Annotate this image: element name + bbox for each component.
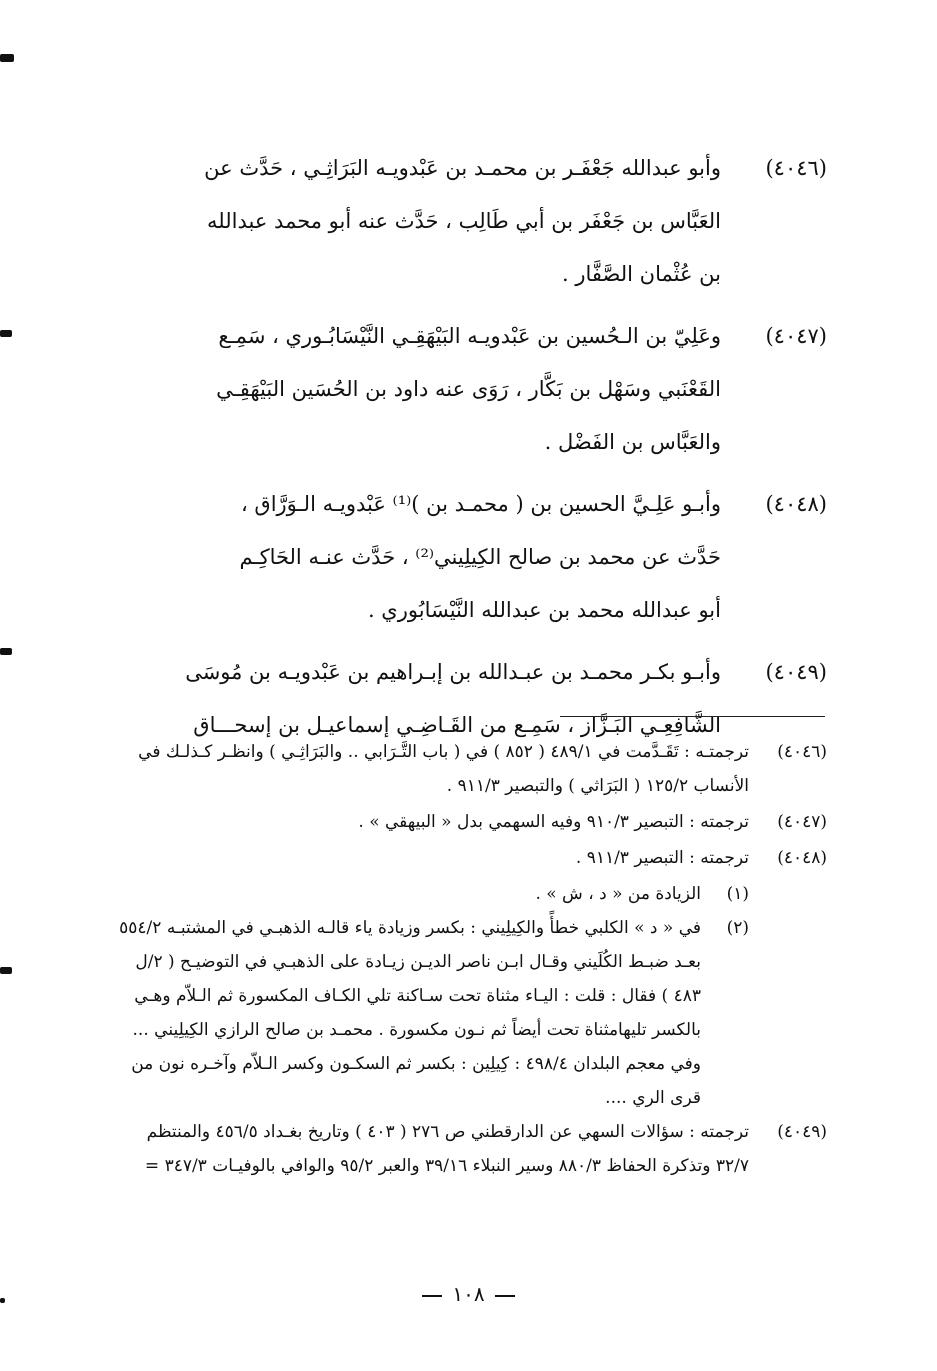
footnote-4047 (80, 805, 827, 839)
entry-line: بن عُثْمان الصَّفَّار . (562, 262, 721, 286)
footnote-number: (١) (726, 884, 749, 904)
entry-line: أبو عبدالله محمد بن عبدالله النَّيْسَابُوري . (367, 598, 721, 622)
entry-line: وعَلِيّ بن الـحُسين بن عَبْدويـه البَيْهَقِـي النَّيْسَابُـوري ، سَمِـع (218, 324, 721, 348)
footnote-line: بالكسر تليهامثناة تحت أيضاً ثم نـون مكسورة . محمـد بن صالح الرازي الكِيلِيني ... (132, 1020, 701, 1040)
entry-line: والعَبَّاس بن الفَضْل . (544, 430, 721, 454)
page-footer (0, 1282, 937, 1306)
entry-line: وأبـو بكـر محمـد بن عبـدالله بن إبـراهيم بن عَبْدويـه بن مُوسَى (185, 660, 721, 684)
footnote-line: الأنساب ١٢٥/٢ ( البَرَاثي ) والتبصير ٩١١/٣ . (446, 776, 749, 796)
dash-decoration (495, 1295, 515, 1297)
footnote-line: في « د » الكلبي خطأً والكِيلِيني : بكسر وزيادة ياء قالـه الذهبـي في المشتبـه ٥٥٤/٢ (119, 918, 701, 938)
footnote-2 (80, 911, 827, 1115)
entry-4046 (145, 142, 827, 301)
entry-line: الشَّافِعِـي البَـزَّاز ، سَمِـع من القَـاضِـي إسماعيـل بن إسحـــاق (193, 713, 721, 737)
entry-line: وأبـو عَلِـيَّ الحسين بن ( محمـد بن )⁽¹⁾ عَبْدويـه الـوَرَّاق ، (240, 492, 721, 516)
scan-mark (0, 967, 12, 974)
footnote-number: (٤٠٤٨) (777, 848, 827, 868)
footnote-4046 (80, 735, 827, 803)
footnote-divider (560, 716, 825, 717)
dash-decoration (422, 1295, 442, 1297)
footnote-line: قرى الري .... (605, 1088, 701, 1108)
footnote-4048 (80, 841, 827, 875)
scan-mark (0, 330, 12, 337)
entry-line: حَدَّث عن محمد بن صالح الكِيلِيني⁽²⁾ ، حَدَّث عنـه الحَاكِـم (239, 545, 721, 569)
page-number: ١٠٨ (452, 1282, 485, 1306)
footnote-line: ترجمته : التبصير ٩١١/٣ . (575, 848, 749, 868)
footnote-line: بعـد ضبـط الكُلَيني وقـال ابـن ناصر الديـن زيـادة على الذهبـي في التوضيـح ( ٢/ل (135, 952, 701, 972)
footnote-4049 (80, 1115, 827, 1183)
footnote-line: ترجمته : سؤالات السهي عن الدارقطني ص ٢٧٦ ( ٤٠٣ ) وتاريخ بغـداد ٤٥٦/٥ والمنتظم (146, 1122, 749, 1142)
footnote-line: الزيادة من « د ، ش » . (535, 884, 701, 904)
footnote-line: ٤٨٣ ) فقال : قلت : اليـاء مثناة تحت سـاكنة تلي الكـاف المكسورة ثم الـلاّم وهـي (134, 986, 701, 1006)
entry-4047 (145, 310, 827, 469)
scan-mark (0, 648, 12, 655)
entry-number: (٤٠٤٨) (765, 492, 827, 516)
footnote-line: ترجمتـه : تَقَـدَّمت في ٤٨٩/١ ( ٨٥٢ ) في ( باب التَّـرَابي .. والبَرَاثِـي ) وانظـر كـذلـك في (138, 742, 749, 762)
scan-mark (0, 54, 14, 62)
footnote-number: (٤٠٤٧) (777, 812, 827, 832)
entry-line: وأبو عبدالله جَعْفَـر بن محمـد بن عَبْدويـه البَرَاثِـي ، حَدَّث عن (204, 156, 721, 180)
biography-entries (145, 142, 827, 761)
entry-line: العَبَّاس بن جَعْفَر بن أبي طَالِب ، حَدَّث عنه أبو محمد عبدالله (207, 209, 721, 233)
footnotes (80, 735, 827, 1185)
footnote-1 (80, 877, 827, 911)
footnote-number: (٤٠٤٦) (777, 742, 827, 762)
footnote-number: (٢) (726, 918, 749, 938)
footnote-number: (٤٠٤٩) (777, 1122, 827, 1142)
entry-4048 (145, 478, 827, 637)
entry-number: (٤٠٤٧) (765, 324, 827, 348)
footnote-line: ترجمته : التبصير ٩١٠/٣ وفيه السهمي بدل « البيهقي » . (358, 812, 749, 832)
entry-number: (٤٠٤٦) (765, 156, 827, 180)
entry-number: (٤٠٤٩) (765, 660, 827, 684)
entry-line: القَعْنَبي وسَهْل بن بَكَّار ، رَوَى عنه داود بن الحُسَين البَيْهَقِـي (216, 377, 721, 401)
footnote-line: ٣٢/٧ وتذكرة الحفاظ ٨٨٠/٣ وسير النبلاء ٣٩/١٦ والعبر ٩٥/٢ والوافي بالوفيـات ٣٤٧/٣ = (144, 1156, 749, 1176)
footnote-line: وفي معجم البلدان ٤٩٨/٤ : كِيلِين : بكسر ثم السكـون وكسر الـلاّم وآخـره نون من (131, 1054, 701, 1074)
